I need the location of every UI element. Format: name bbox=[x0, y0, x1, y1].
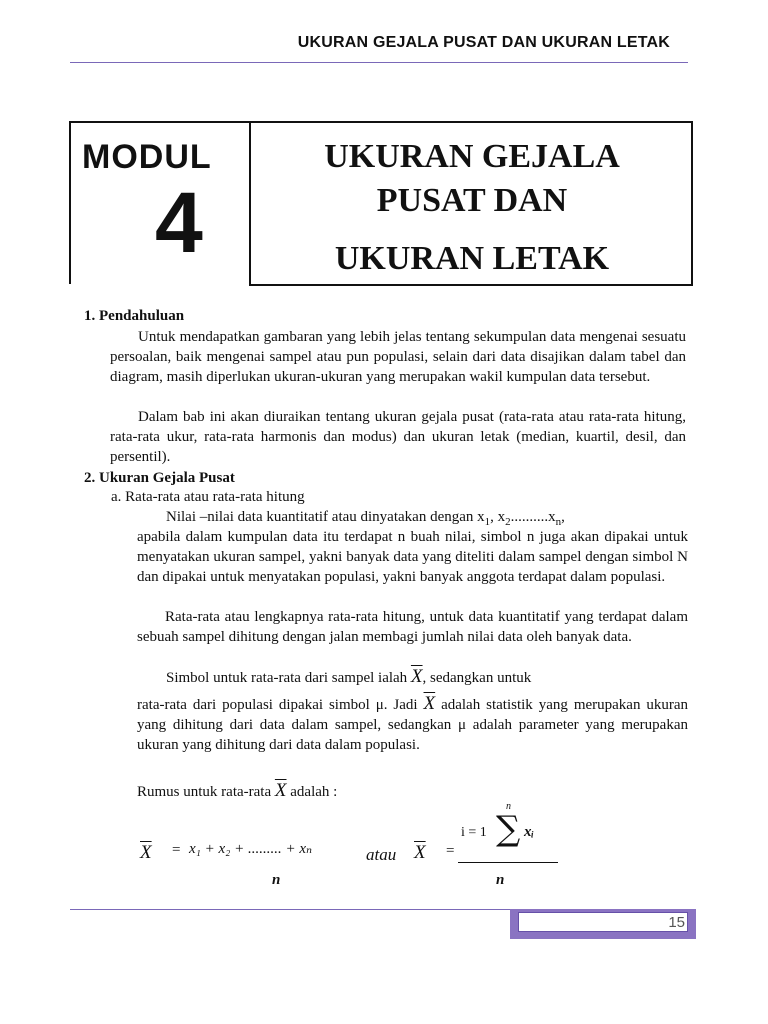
formula-right-xbar bbox=[414, 842, 426, 864]
formula-left-xbar bbox=[140, 842, 152, 864]
title-box-bottom-border bbox=[249, 284, 693, 286]
section-2a-p4-a: rata-rata dari populasi dipakai simbol μ. Jadi bbox=[137, 697, 418, 713]
section-2a-heading: a. Rata-rata atau rata-rata hitung bbox=[111, 489, 305, 505]
main-title-line-2: PUSAT DAN bbox=[376, 182, 568, 219]
sum-upper-limit: n bbox=[506, 801, 511, 812]
formula-fraction-bar bbox=[458, 862, 558, 863]
title-box-divider bbox=[249, 121, 251, 286]
main-title-line-1: UKURAN GEJALA bbox=[324, 138, 620, 175]
main-title-line-3: UKURAN LETAK bbox=[334, 240, 610, 277]
formula-atau: atau bbox=[366, 845, 397, 864]
section-1-heading: 1. Pendahuluan bbox=[84, 308, 185, 324]
modul-label: MODUL bbox=[82, 138, 212, 176]
page-number: 15 bbox=[518, 912, 688, 932]
running-header: UKURAN GEJALA PUSAT DAN UKURAN LETAK bbox=[297, 34, 670, 51]
title-box-left-border bbox=[69, 121, 71, 284]
modul-number: 4 bbox=[155, 175, 203, 271]
sum-denominator: n bbox=[496, 872, 505, 888]
section-1-paragraph-2: Dalam bab ini akan diuraikan tentang ukuran gejala pusat (rata-rata atau rata-rata hitung, rata-rata ukur, rata-rata harmonis dan modus) dan ukuran letak (median, kuartil, desil, dan persentil). bbox=[110, 409, 686, 465]
sum-term: xᵢ bbox=[524, 824, 535, 840]
section-2-heading: 2. Ukuran Gejala Pusat bbox=[84, 470, 235, 486]
formula-equals-1: = bbox=[172, 842, 181, 858]
section-2a-paragraph-2: Rata-rata atau lengkapnya rata-rata hitung, untuk data kuantitatif yang terdapat dalam sebuah sampel dihitung dengan jalan membagi jumlah nilai data oleh banyak data. bbox=[137, 609, 688, 645]
sample-mean-symbol-3: $\overline{X}$ bbox=[274, 780, 287, 801]
section-2a-paragraph-1: apabila dalam kumpulan data itu terdapat n buah nilai, simbol n juga akan dipakai untuk menyatakan ukuran sampel, yakni banyak data yang diteliti dalam sampel dengan simbol N dan dipakai untuk menyatakan populasi, yakni banyak anggota terdapat dalam populasi. bbox=[137, 529, 688, 585]
section-2a-p5-b: adalah : bbox=[290, 784, 338, 800]
section-2a-paragraph-1-first-line: Nilai –nilai data kuantitatif atau dinyatakan dengan $x_1$, $x_2..........x_n$, bbox=[166, 509, 565, 528]
main-title bbox=[252, 135, 692, 281]
formula-numerator: x₁ + x₂ + ......... + xₙ bbox=[189, 841, 313, 857]
section-2a-p3-b: , sedangkan untuk bbox=[422, 670, 532, 686]
footer-rule bbox=[70, 909, 510, 910]
section-2a-p3-a: Simbol untuk rata-rata dari sampel ialah bbox=[166, 670, 408, 686]
section-2a-p4-b: adalah statistik yang merupakan ukuran yang dihitung dari data dalam sampel, sedangkan μ adalah parameter yang merupakan ukuran yang dihitung dari data dalam populasi. bbox=[137, 697, 689, 753]
sample-mean-symbol: $\overline{X}$ bbox=[410, 666, 423, 687]
sum-symbol: ∑ bbox=[496, 809, 521, 849]
section-2a-p5-a: Rumus untuk rata-rata bbox=[137, 784, 272, 800]
formula-xbar-2: $\overline{X}$ bbox=[414, 842, 426, 863]
section-2a-paragraph-5 bbox=[137, 781, 337, 802]
sample-mean-symbol-2: $\overline{X}$ bbox=[423, 693, 436, 714]
section-2a-paragraph-4 bbox=[137, 694, 688, 755]
section-1-paragraph-1: Untuk mendapatkan gambaran yang lebih jelas tentang sekumpulan data mengenai sesuatu persoalan, baik mengenai sampel atau pun populasi, selain dari data disajikan dalam tabel dan diagram, masih diperlukan ukuran-ukuran yang merupakan wakil kumpulan data tersebut. bbox=[110, 329, 686, 385]
formula-denominator: n bbox=[272, 872, 281, 888]
sum-lower-limit: i = 1 bbox=[461, 825, 487, 840]
header-rule bbox=[70, 62, 688, 63]
page-number-box bbox=[510, 909, 696, 939]
section-2a-p1-start: Nilai –nilai data kuantitatif atau dinyatakan dengan x bbox=[166, 509, 485, 525]
formula-equals-2: = bbox=[446, 843, 455, 859]
section-2a-paragraph-3 bbox=[166, 667, 686, 688]
formula-xbar-1: $\overline{X}$ bbox=[140, 842, 152, 863]
